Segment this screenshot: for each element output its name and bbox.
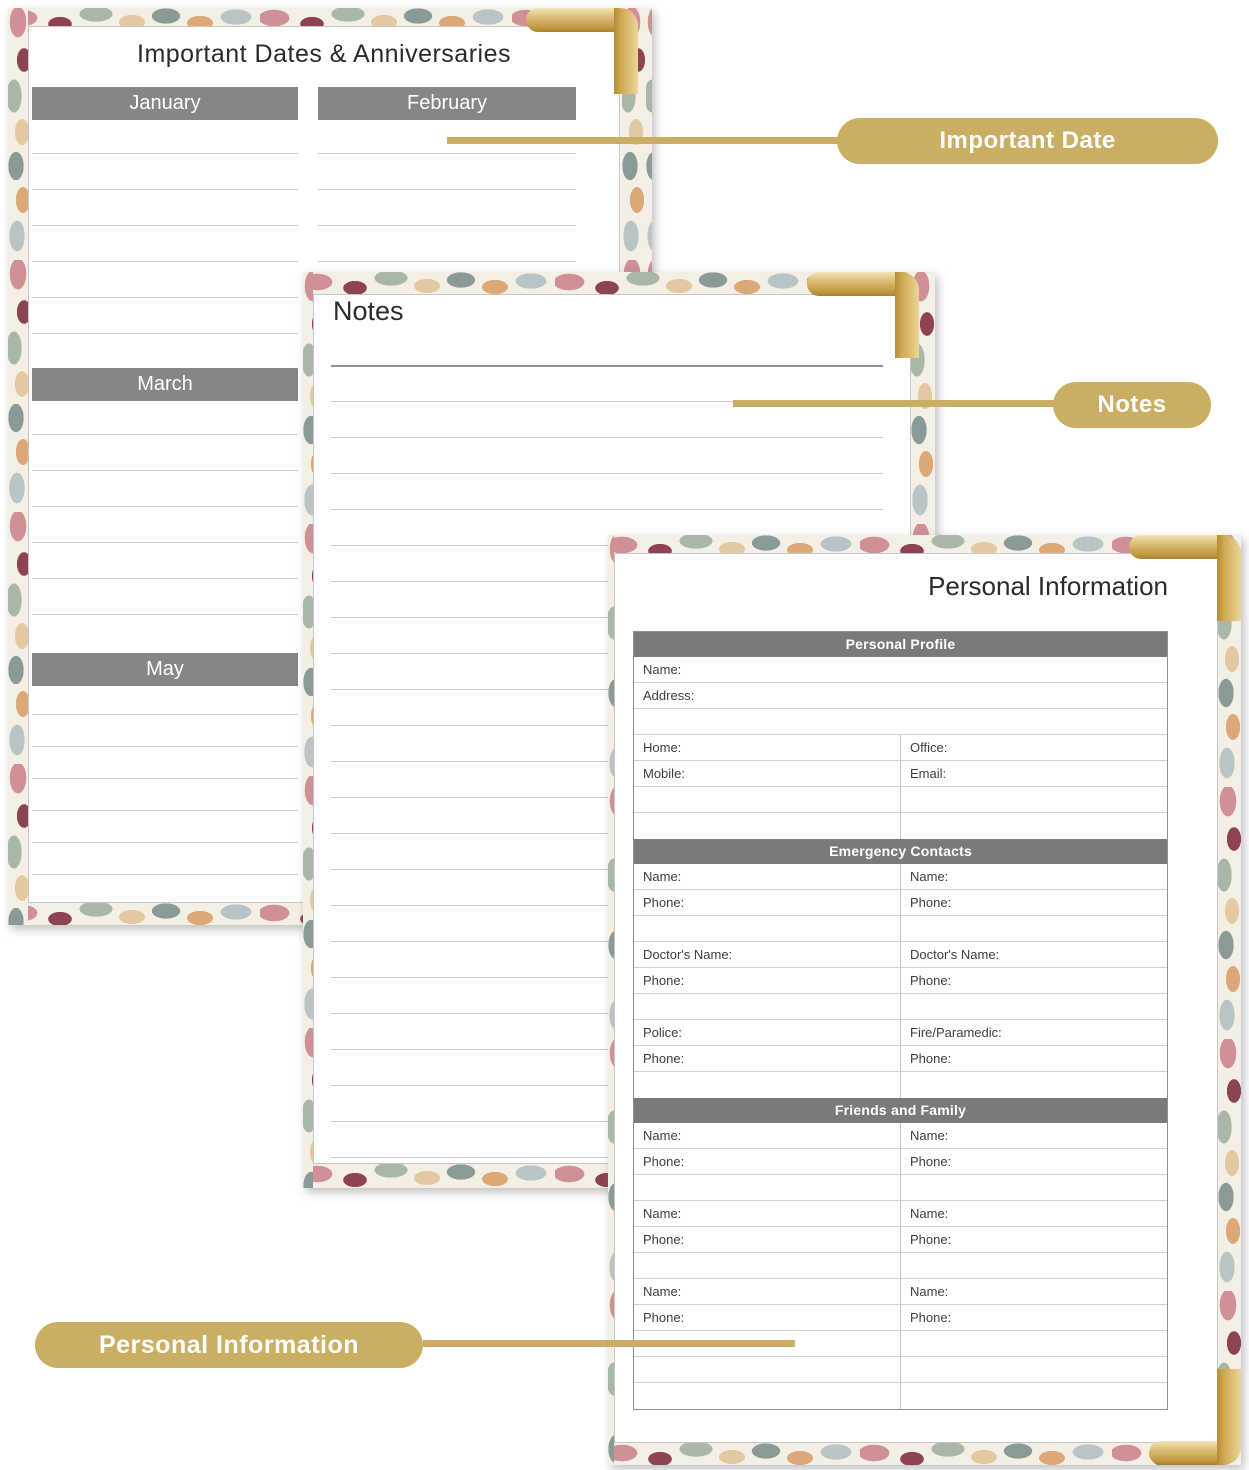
field-label: Phone: [643,1310,685,1325]
table-row [634,1175,1167,1201]
ruled-line [32,578,298,579]
ruled-line [32,542,298,543]
field-label [634,709,901,734]
callout-pill-important-date: Important Date [837,118,1218,164]
field-label: Name: [900,1279,1167,1304]
field-label [634,1357,900,1382]
floral-border [303,272,313,1188]
table-row [634,1072,1167,1098]
callout-connector-notes [733,400,1055,407]
field-label: Address: [643,688,695,703]
page-title: Personal Information [928,571,1168,601]
field-label [634,1253,900,1278]
table-row [634,813,1167,839]
section-rows [634,1123,1167,1409]
month-header: May [32,653,298,686]
table-row [634,1357,1167,1383]
table-row [634,942,1167,968]
month-section-january [32,87,298,120]
month-header: January [32,87,298,120]
field-label [901,657,1168,682]
field-label [901,683,1168,708]
field-label [900,813,1167,839]
table-row [634,864,1167,890]
field-label: Doctor's Name: [900,942,1167,967]
table-row [634,890,1167,916]
ruled-line [32,874,298,875]
field-label [634,1072,900,1098]
ruled-line [32,225,298,226]
table-row [634,1305,1167,1331]
table-row [634,787,1167,813]
page-title: Important Dates & Anniversaries [137,40,511,68]
field-label: Phone: [643,895,685,910]
field-label: Name: [643,1206,682,1221]
field-label: Phone: [643,973,685,988]
field-label: Phone: [900,968,1167,993]
field-label [634,994,900,1019]
field-label: Mobile: [643,766,685,781]
field-label [900,916,1167,941]
ruled-line [32,506,298,507]
field-label: Name: [900,864,1167,889]
page-personal-information [608,535,1241,1465]
field-label: Name: [643,869,682,884]
ruled-line [32,153,298,154]
field-label [900,1331,1167,1356]
floral-border [8,8,28,925]
ruled-line [32,614,298,615]
field-label: Fire/Paramedic: [900,1020,1167,1045]
table-row [634,1227,1167,1253]
table-row [634,709,1167,735]
table-row [634,1046,1167,1072]
field-label: Phone: [900,1305,1167,1330]
personal-info-table [633,631,1168,1410]
month-header: March [32,368,298,401]
field-label [900,1383,1167,1409]
field-label: Phone: [643,1154,685,1169]
callout-connector-personal-information [423,1340,795,1347]
ruled-line [32,714,298,715]
ruled-line [318,189,576,190]
table-row [634,968,1167,994]
field-label [900,787,1167,812]
table-row [634,657,1167,683]
table-row [634,1149,1167,1175]
table-row [634,1020,1167,1046]
ruled-line [32,778,298,779]
callout-connector-important-date [447,137,838,144]
field-label: Phone: [900,1227,1167,1252]
table-row [634,994,1167,1020]
ruled-line [32,842,298,843]
ruled-line [32,261,298,262]
ruled-line [331,437,883,438]
month-section-may [32,653,298,686]
field-label [634,1175,900,1200]
gold-corner-decoration [1129,535,1241,621]
table-row [634,1253,1167,1279]
month-header: February [318,87,576,120]
field-label: Phone: [900,1149,1167,1174]
section-header-personal-profile: Personal Profile [634,632,1167,657]
ruled-line [32,810,298,811]
table-row [634,1383,1167,1409]
floral-border [608,1443,1241,1465]
page-title: Notes [333,296,404,326]
table-row [634,761,1167,787]
month-section-march [32,368,298,401]
ruled-line [318,225,576,226]
field-label [634,916,900,941]
ruled-line [318,261,576,262]
table-row [634,1201,1167,1227]
floral-border [1218,535,1241,1465]
field-label [634,787,900,812]
field-label: Email: [900,761,1167,786]
field-label [901,709,1168,734]
table-row [634,1123,1167,1149]
field-label: Office: [900,735,1167,760]
field-label [900,1072,1167,1098]
field-label: Name: [643,1284,682,1299]
section-rows [634,864,1167,1098]
section-rows [634,657,1167,839]
field-label: Doctor's Name: [643,947,733,962]
field-label [900,1175,1167,1200]
callout-pill-personal-information: Personal Information [35,1322,423,1368]
ruled-line [32,746,298,747]
field-label: Name: [643,1128,682,1143]
field-label [900,1357,1167,1382]
field-label: Police: [643,1025,683,1040]
field-label: Phone: [900,890,1167,915]
field-label [900,994,1167,1019]
ruled-line [32,297,298,298]
ruled-line [32,470,298,471]
ruled-line [32,333,298,334]
section-header-emergency-contacts: Emergency Contacts [634,839,1167,864]
ruled-line [318,153,576,154]
ruled-line [331,473,883,474]
field-label: Phone: [643,1051,685,1066]
callout-pill-notes: Notes [1053,382,1211,428]
gold-corner-decoration [807,272,919,358]
ruled-lines [32,653,298,893]
ruled-line [32,189,298,190]
field-label: Home: [643,740,682,755]
field-label [900,1253,1167,1278]
table-row [634,683,1167,709]
field-label [634,1383,900,1409]
field-label: Phone: [900,1046,1167,1071]
table-row [634,916,1167,942]
field-label: Name: [643,662,682,677]
table-row [634,1279,1167,1305]
field-label [634,813,900,839]
gold-corner-decoration [526,8,638,94]
gold-corner-decoration [1149,1369,1241,1465]
ruled-line [32,434,298,435]
field-label: Phone: [643,1232,685,1247]
field-label: Name: [900,1201,1167,1226]
ruled-line [331,509,883,510]
section-header-friends-and-family: Friends and Family [634,1098,1167,1123]
field-label: Name: [900,1123,1167,1148]
table-row [634,735,1167,761]
